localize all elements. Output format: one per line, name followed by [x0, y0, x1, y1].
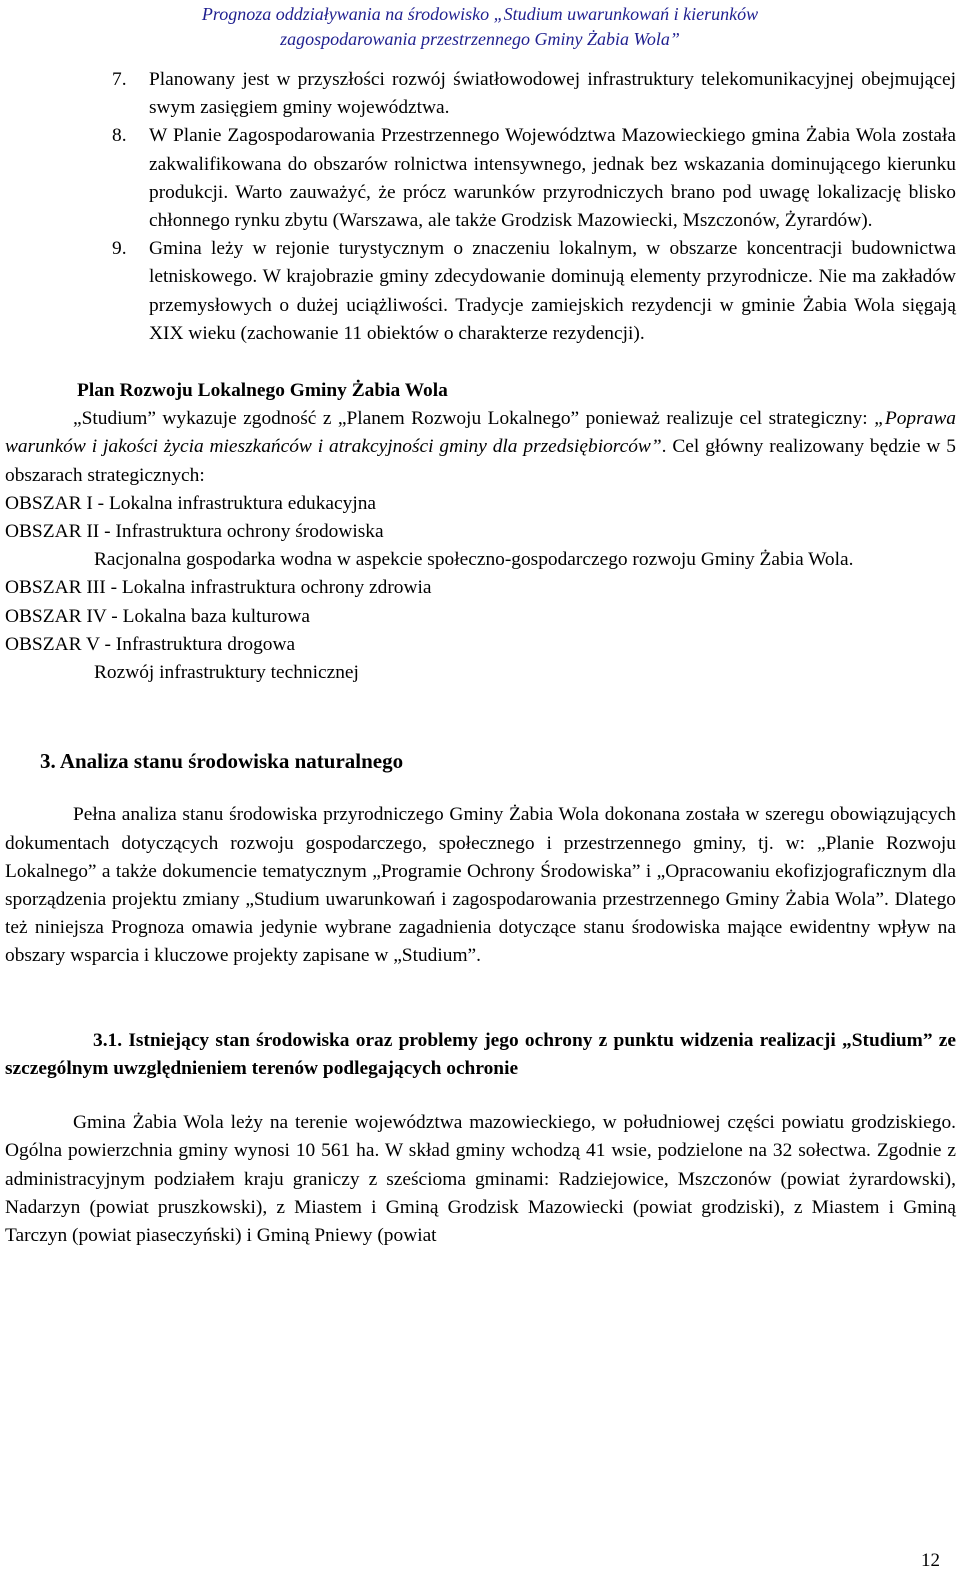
plan-intro-text-b: . Cel główny realizowany będzie w 5 obszarach strategicznych: — [5, 436, 957, 486]
list-item-number: 7. — [112, 69, 127, 90]
section-3-1-heading-text: 3.1. Istniejący stan środowiska oraz problemy jego ochrony z punktu widzenia realizacji „Studium” ze szczególnym uwzględnieniem terenów podlegających ochronie — [5, 1029, 956, 1079]
header-line-2: zagospodarowania przestrzennego Gminy Żabia Wola” — [280, 29, 680, 49]
list-item — [0, 122, 960, 235]
area-5: OBSZAR V - Infrastruktura drogowa — [5, 633, 296, 655]
header-line-1: Prognoza oddziaływania na środowisko „Studium uwarunkowań i kierunków — [201, 4, 759, 24]
list-item-text: W Planie Zagospodarowania Przestrzennego Województwa Mazowieckiego gmina Żabia Wola została zakwalifikowana do obszarów rolnictwa intensywnego, jednak bez wskazania dominującego kierunku produkcji. Warto zauważyć, że prócz warunków przyrodniczych brano pod uwagę lokalizację blisko chłonnego rynku zbytu (Warszawa, ale także Grodzisk Mazowiecki, Mszczonów, Żyrardów). — [149, 125, 956, 232]
list-item-number: 8. — [112, 125, 127, 147]
page-content — [0, 66, 960, 1250]
list-item-text: Planowany jest w przyszłości rozwój światłowodowej infrastruktury telekomunikacyjnej obejmującej swym zasięgiem gminy województwa. — [149, 69, 956, 119]
section-3-1-heading — [0, 1027, 960, 1083]
list-item — [0, 235, 960, 348]
page-header — [0, 2, 960, 52]
list-item — [0, 66, 960, 122]
list-item-number: 9. — [112, 238, 127, 260]
plan-intro-text-a: „Studium” wykazuje zgodność z „Planem Rozwoju Lokalnego” ponieważ realizuje cel strategiczny: — [73, 408, 875, 430]
plan-intro — [0, 405, 960, 490]
section-3-heading: 3. Analiza stanu środowiska naturalnego — [40, 749, 404, 774]
area-2: OBSZAR II - Infrastruktura ochrony środowiska — [5, 521, 384, 543]
section-3-paragraph: Pełna analiza stanu środowiska przyrodniczego Gminy Żabia Wola dokonana została w szeregu obowiązujących dokumentach dotyczących rozwoju gospodarczego, społecznego i przestrzennego gminy, tj. w: „Planie Rozwoju Lokalnego” a także dokumencie tematycznym „Programie Ochrony Środowiska” i „Opracowaniu ekofizjograficznym dla sporządzenia projektu zmiany „Studium uwarunkowań i zagospodarowania przestrzennego Gminy Żabia Wola”. Dlatego też niniejsza Prognoza omawia jedynie wybrane zagadnienia dotyczące stanu środowiska mające ewidentny wpływ na obszary wsparcia i kluczowe projekty zapisane w „Studium”. — [5, 804, 956, 967]
section-3-1-paragraph: Gmina Żabia Wola leży na terenie województwa mazowieckiego, w południowej części powiatu grodziskiego. Ogólna powierzchnia gminy wynosi 10 561 ha. W skład gminy wchodzą 41 wsie, podzielone na 32 sołectwa. Zgodnie z administracyjnym podziałem kraju graniczy z sześcioma gminami: Radziejowice, Mszczonów (powiat żyrardowski), Nadarzyn (powiat pruszkowski), z Miastem i Gminą Grodzisk Mazowiecki (powiat grodziski), z Miastem i Gminą Tarczyn (powiat piaseczyński) i Gminą Pniewy (powiat — [5, 1112, 956, 1246]
area-5-sub: Rozwój infrastruktury technicznej — [94, 662, 359, 684]
area-4: OBSZAR IV - Lokalna baza kulturowa — [5, 605, 310, 627]
area-1: OBSZAR I - Lokalna infrastruktura edukacyjna — [5, 492, 377, 514]
area-3: OBSZAR III - Lokalna infrastruktura ochrony zdrowia — [5, 577, 432, 599]
plan-heading: Plan Rozwoju Lokalnego Gminy Żabia Wola — [77, 380, 448, 402]
list-item-text: Gmina leży w rejonie turystycznym o znaczeniu lokalnym, w obszarze koncentracji budownictwa letniskowego. W krajobrazie gminy zdecydowanie dominują elementy przyrodnicze. Nie ma zakładów przemysłowych o dużej uciążliwości. Tradycje zamiejskich rezydencji w gminie Żabia Wola sięgają XIX wieku (zachowanie 11 obiektów o charakterze rezydencji). — [149, 238, 956, 344]
area-2-sub: Racjonalna gospodarka wodna w aspekcie społeczno-gospodarczego rozwoju Gminy Żabia Wola. — [94, 549, 854, 571]
plan-strategic-goal: „Poprawa warunków i jakości życia mieszkańców i atrakcyjności gminy dla przedsiębiorców” — [5, 408, 956, 458]
page-number: 12 — [921, 1550, 940, 1571]
